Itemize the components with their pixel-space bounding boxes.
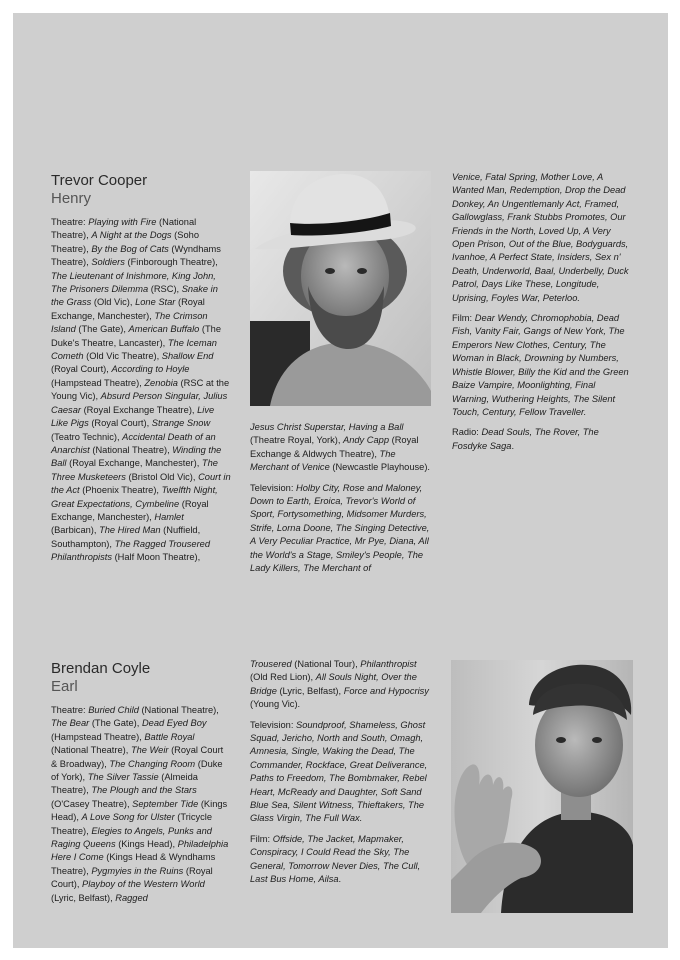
credit-text: (Royal Exchange & Aldwych Theatre), bbox=[250, 435, 419, 459]
credit-text: Film: bbox=[250, 833, 273, 844]
work-title: Dead Souls, The Rover, The Fosdyke Saga bbox=[452, 427, 599, 451]
brendan-coyle-photo bbox=[451, 660, 633, 913]
credit-text: . bbox=[511, 440, 515, 451]
work-title: Playboy of the Western World bbox=[82, 879, 205, 890]
credit-text: (Newcastle Playhouse). bbox=[329, 462, 431, 473]
work-title: September Tide bbox=[132, 798, 199, 809]
credit-text: (Wyndhams Theatre), bbox=[51, 243, 221, 268]
credit-text: (Royal Exchange, Manchester), bbox=[51, 498, 209, 522]
work-title: Holby City, Rose and Maloney, Down to Earth, Eroica, Trevor's World of Sport, Fortysomething, Midsomer Murders, Strife, Lorna Doone, The Singing Detective, A Very Peculiar Practice, Mr Pye, Diana, All the World's a Stage, Smiley's People, The Lady Killers, The Merchant of bbox=[250, 482, 430, 574]
work-title: Twelfth Night, Great Expectations, Cymbeline bbox=[51, 485, 218, 509]
work-title: The Three Musketeers bbox=[51, 458, 218, 482]
brendan-coyle-column-2 bbox=[250, 658, 430, 894]
credit-text: (Finborough Theatre), bbox=[124, 257, 218, 268]
credit-text: (Young Vic). bbox=[250, 699, 301, 710]
work-title: Venice, Fatal Spring, Mother Love, A Wanted Man, Redemption, Drop the Dead Donkey, An Ungentlemanly Act, Framed, Gallowglass, Frank Stubbs Promotes, Our Friends in the North, Loved Up, A Very Open Prison, Out of the Blue, Bodyguards, Ivanhoe, A Perfect State, Insiders, Sex n' Death, Underworld, Baal, Underbelly, Duck Patrol, Days Like These, Longitude, Uprising, Foyles War, Peterloo. bbox=[452, 172, 629, 303]
work-title: Battle Royal bbox=[144, 731, 195, 742]
work-title: Elegies to Angels, Punks and Raging Queens bbox=[51, 825, 212, 850]
actor-role: Earl bbox=[51, 678, 78, 695]
credit-text: (Teatro Technic), bbox=[51, 431, 123, 442]
work-title: The Merchant of Venice bbox=[250, 448, 396, 473]
work-title: Andy Capp bbox=[343, 435, 390, 446]
television-credits-continued bbox=[452, 171, 634, 305]
credit-text: (The Gate), bbox=[89, 718, 142, 729]
television-credits bbox=[250, 482, 430, 576]
work-title: The Changing Room bbox=[109, 758, 196, 769]
credit-text: . bbox=[338, 874, 342, 885]
credit-text: (Half Moon Theatre), bbox=[111, 552, 201, 563]
credit-text: (Almeida Theatre), bbox=[51, 772, 198, 796]
work-title: Philanthropist bbox=[360, 659, 417, 669]
credit-text: (National Theatre), bbox=[51, 217, 197, 241]
work-title: Jesus Christ Superstar, Having a Ball bbox=[250, 422, 404, 432]
credit-text: Theatre: bbox=[51, 217, 89, 227]
credit-text: (Old Red Lion), bbox=[250, 672, 316, 683]
theatre-credits-continued bbox=[250, 421, 430, 475]
work-title: Playing with Fire bbox=[88, 217, 157, 227]
television-credits bbox=[250, 719, 430, 826]
work-title: Absurd Person Singular, Julius Caesar bbox=[51, 391, 228, 415]
work-title: All Souls Night, Over the Bridge bbox=[250, 672, 417, 696]
credit-text: (Hampstead Theatre), bbox=[51, 731, 145, 742]
work-title: The Silver Tassie bbox=[87, 772, 159, 783]
work-title: The Ragged Trousered Philanthropists bbox=[51, 538, 211, 563]
credit-text: Television: bbox=[250, 482, 296, 493]
credit-text: (Royal Exchange Theatre), bbox=[80, 404, 198, 415]
actor-name: Trevor Cooper bbox=[51, 172, 148, 189]
credit-text: (Kings Head), bbox=[51, 798, 228, 823]
credit-text: (RSC at the Young Vic), bbox=[51, 377, 230, 402]
work-title: American Buffalo bbox=[128, 324, 200, 335]
credit-text: (Duke of York), bbox=[51, 758, 223, 783]
credit-text: Television: bbox=[250, 719, 296, 730]
credit-text: (The Duke's Theatre, Lancaster), bbox=[51, 324, 222, 348]
work-title: Hamlet bbox=[154, 511, 184, 522]
work-title: The Weir bbox=[130, 745, 169, 756]
work-title: Accidental Death of an Anarchist bbox=[51, 431, 216, 455]
work-title: The Hired Man bbox=[99, 525, 161, 536]
actor-role: Henry bbox=[51, 190, 92, 207]
work-title: Strange Snow bbox=[151, 418, 211, 429]
credit-text: (Royal Exchange, Manchester), bbox=[66, 458, 202, 469]
credit-text: (The Gate), bbox=[75, 324, 129, 335]
trevor-cooper-column-2 bbox=[250, 421, 430, 582]
work-title: Soundproof, Shameless, Ghost Squad, Jericho, North and South, Omagh, Amnesia, Single, Waking the Dead, The Commander, Rockface, Great Deliverance, Paths to Freedom, The Bombmaker, Rebel Heart, McReady and Daughter, Soft Sand Blue Sea, Silent Witness, Thieftakers, The Glass Virgin, The Full Wax. bbox=[250, 719, 428, 824]
credit-text: (Royal Court), bbox=[51, 364, 112, 375]
work-title: Court in the Act bbox=[51, 471, 231, 496]
credit-text: Radio: bbox=[452, 427, 482, 438]
work-title: Offside, The Jacket, Mapmaker, Conspiracy, I Could Read the Sky, The General, Tomorrow Never Dies, The Cull, Last Bus Home, Ailsa bbox=[250, 833, 421, 885]
work-title: According to Hoyle bbox=[111, 364, 190, 375]
work-title: Force and Hypocrisy bbox=[343, 685, 429, 696]
film-credits bbox=[250, 833, 430, 887]
credit-text: (Royal Court), bbox=[88, 418, 152, 429]
trevor-cooper-column-1 bbox=[51, 172, 231, 572]
credit-text: (Lyric, Belfast), bbox=[276, 685, 344, 696]
work-title: The Lieutenant of Inishmore, King John, The Prisoners Dilemma bbox=[51, 270, 216, 295]
work-title: Trousered bbox=[250, 659, 292, 669]
credit-text: (Royal Court & Broadway), bbox=[51, 745, 224, 769]
credit-text: (O'Casey Theatre), bbox=[51, 798, 133, 809]
work-title: Winding the Ball bbox=[51, 444, 222, 469]
credit-text: (Kings Head), bbox=[115, 839, 178, 850]
credit-text: Film: bbox=[452, 313, 475, 324]
credit-text: (Royal Exchange, Manchester), bbox=[51, 297, 205, 321]
work-title: Shallow End bbox=[161, 351, 214, 362]
work-title: The Plough and the Stars bbox=[91, 785, 197, 796]
theatre-credits bbox=[51, 216, 231, 565]
work-title: By the Bog of Cats bbox=[91, 243, 169, 254]
work-title: Philadelphia Here I Come bbox=[51, 839, 229, 863]
work-title: Snake in the Grass bbox=[51, 284, 218, 308]
work-title: Ragged bbox=[115, 892, 148, 903]
credit-text: (Theatre Royal, York), bbox=[250, 435, 344, 446]
credit-text: (Old Vic), bbox=[91, 297, 136, 308]
work-title: Buried Child bbox=[88, 705, 139, 715]
credit-text: (Tricycle Theatre), bbox=[51, 812, 213, 836]
work-title: A Love Song for Ulster bbox=[81, 812, 175, 823]
work-title: Live Like Pigs bbox=[51, 404, 215, 429]
credit-text: (Phoenix Theatre), bbox=[79, 485, 162, 496]
credit-text: (National Theatre), bbox=[89, 444, 173, 455]
work-title: Soldiers bbox=[91, 257, 125, 268]
credit-text: (RSC), bbox=[148, 284, 182, 295]
radio-credits bbox=[452, 426, 634, 453]
credit-text: (Nuffield, Southampton), bbox=[51, 525, 201, 549]
credit-text: Theatre: bbox=[51, 705, 89, 715]
credit-text: (Hampstead Theatre), bbox=[51, 377, 145, 388]
credit-text: (Soho Theatre), bbox=[51, 230, 199, 254]
credit-text: (National Tour), bbox=[291, 659, 361, 669]
credit-text: (Bristol Old Vic), bbox=[125, 471, 199, 482]
credit-text: (Old Vic Theatre), bbox=[83, 351, 162, 362]
credit-text: (National Theatre), bbox=[51, 745, 131, 756]
credit-text: (Lyric, Belfast), bbox=[51, 892, 116, 903]
brendan-coyle-column-1 bbox=[51, 660, 231, 912]
work-title: Lone Star bbox=[135, 297, 176, 308]
theatre-credits-continued bbox=[250, 658, 430, 712]
actor-name: Brendan Coyle bbox=[51, 660, 151, 677]
work-title: Dead Eyed Boy bbox=[141, 718, 207, 729]
trevor-cooper-photo bbox=[250, 171, 431, 406]
work-title: Dear Wendy, Chromophobia, Dead Fish, Vanity Fair, Gangs of New York, The Emperors New Clothes, Century, The Woman in Black, Drowning by Numbers, Whistle Blower, Billy the Kid and the Green Baize Vampire, Moonlighting, Final Warning, Wuthering Heights, The Silent Touch, Century, Fellow Traveller. bbox=[452, 313, 629, 417]
work-title: A Night at the Dogs bbox=[91, 230, 172, 241]
film-credits bbox=[452, 312, 634, 419]
work-title: Pygmyies in the Ruins bbox=[91, 865, 184, 876]
credit-text: (National Theatre), bbox=[138, 705, 219, 715]
trevor-cooper-column-3 bbox=[452, 171, 634, 460]
work-title: The Crimson Island bbox=[51, 310, 208, 335]
work-title: The Iceman Cometh bbox=[51, 337, 217, 362]
work-title: The Bear bbox=[51, 718, 90, 729]
theatre-credits bbox=[51, 704, 231, 905]
work-title: Zenobia bbox=[144, 377, 178, 388]
credit-text: (Barbican), bbox=[51, 525, 100, 536]
credit-text: (Kings Head & Wyndhams Theatre), bbox=[51, 852, 216, 876]
credit-text: (Royal Court), bbox=[51, 865, 213, 890]
